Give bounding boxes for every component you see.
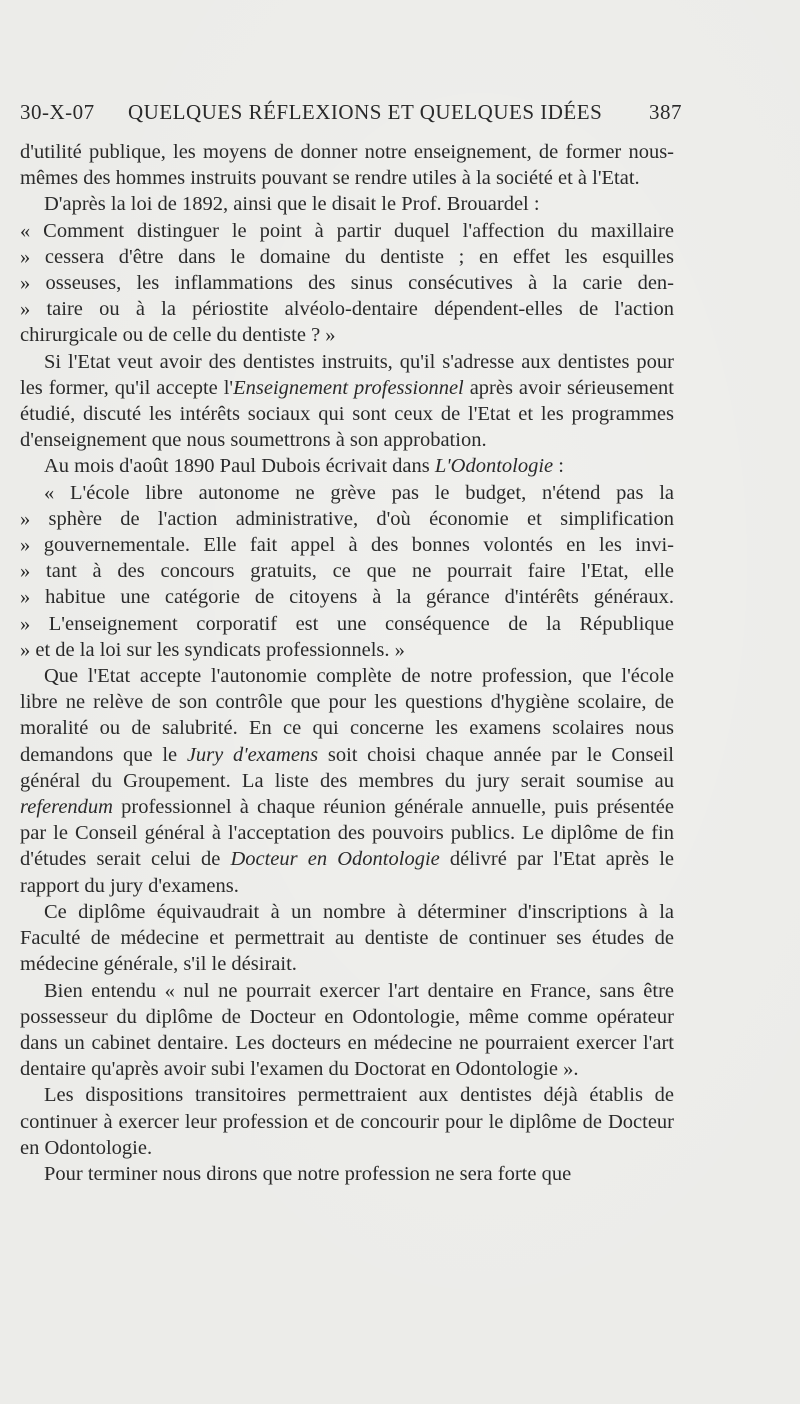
text-run: après avoir sérieusement étudié, discuté les intérêts sociaux qui sont ceux de l'Etat et les programmes d'enseignement que nous soumettrons à son approbation. bbox=[20, 376, 675, 452]
quote-line: » tant à des concours gratuits, ce que ne pourrait faire l'Etat, elle bbox=[20, 560, 674, 583]
italic-docteur-odontologie: Docteur en Odontologie bbox=[230, 848, 440, 871]
quote-line: » taire ou à la périostite alvéolo-dentaire dépendent-elles de l'action bbox=[20, 298, 674, 321]
text-run: : bbox=[553, 455, 564, 478]
text-run: soit choisi chaque année par le Conseil général du Groupement. La liste des membres du jury serait soumise au bbox=[20, 743, 674, 792]
paragraph-diplome: Ce diplôme équivaudrait à un nombre à déterminer d'inscriptions à la Faculté de médecine et permettrait au dentiste de continuer ses études de médecine générale, s'il le désirait. bbox=[20, 900, 674, 976]
italic-enseignement-professionnel: Enseignement professionnel bbox=[233, 376, 464, 399]
paragraph-dubois bbox=[20, 453, 674, 479]
quote-line: » L'enseignement corporatif est une conséquence de la République bbox=[20, 612, 674, 635]
quote-line: » gouvernementale. Elle fait appel à des bonnes volontés en les invi- bbox=[20, 534, 674, 557]
paragraph-brouardel-intro: D'après la loi de 1892, ainsi que le disait le Prof. Brouardel : bbox=[44, 193, 540, 216]
body-text bbox=[20, 139, 674, 1187]
quote-line: « Comment distinguer le point à partir duquel l'affection du maxillaire bbox=[20, 219, 674, 242]
header-date: 30-X-07 bbox=[20, 100, 95, 124]
italic-referendum: referendum bbox=[20, 796, 113, 819]
quote-line: » et de la loi sur les syndicats professionnels. » bbox=[20, 638, 405, 661]
text-run: Au mois d'août 1890 Paul Dubois écrivait dans bbox=[44, 455, 435, 478]
quote-brouardel bbox=[20, 218, 674, 349]
paragraph-autonomie bbox=[20, 663, 674, 899]
text-run: délivré par l'Etat après le rapport du jury d'examens. bbox=[20, 848, 674, 897]
paragraph-dispositions: Les dispositions transitoires permettraient aux dentistes déjà établis de continuer à exercer leur profession et de concourir pour le diplôme de Docteur en Odontologie. bbox=[20, 1084, 674, 1159]
text-run: Que l'Etat accepte l'autonomie complète de notre profession, que l'école libre ne relève de son contrôle que pour les questions d'hygiène scolaire, de moralité ou de salubrité. En ce qui concerne les examens scolaires nous demandons que le bbox=[20, 665, 674, 766]
quote-line: » cessera d'être dans le domaine du dentiste ; en effet les esquilles bbox=[20, 245, 674, 268]
quote-line: « L'école libre autonome ne grève pas le budget, n'étend pas la bbox=[44, 481, 674, 504]
paragraph-conclusion: Pour terminer nous dirons que notre profession ne sera forte que bbox=[44, 1162, 572, 1185]
text-run: Si l'Etat veut avoir des dentistes instruits, qu'il s'adresse aux dentistes pour les former, qu'il accepte l' bbox=[20, 350, 674, 399]
running-title: QUELQUES RÉFLEXIONS ET QUELQUES IDÉES bbox=[128, 100, 603, 124]
paragraph-continuation: d'utilité publique, les moyens de donner notre enseignement, de former nous-mêmes des hommes instruits pouvant se rendre utiles à la société et à l'Etat. bbox=[20, 141, 674, 190]
text-run: professionnel à chaque réunion générale annuelle, puis présentée par le Conseil général à l'acceptation des pouvoirs publics. Le diplôme de fin d'études serait celui de bbox=[20, 796, 674, 871]
paragraph-bien-entendu: Bien entendu « nul ne pourrait exercer l'art dentaire en France, sans être possesseur du diplôme de Docteur en Odontologie, même comme opérateur dans un cabinet dentaire. Les docteurs en médecine ne pourraient exercer l'art dentaire qu'après avoir subi l'examen du Doctorat en Odontologie ». bbox=[20, 979, 674, 1081]
quote-line: chirurgicale ou de celle du dentiste ? » bbox=[20, 324, 336, 347]
running-header bbox=[20, 100, 682, 130]
quote-line: » habitue une catégorie de citoyens à la gérance d'intérêts généraux. bbox=[20, 586, 674, 609]
paragraph-etat-dentistes bbox=[20, 349, 674, 454]
italic-jury-examens: Jury d'examens bbox=[186, 743, 319, 766]
page-number: 387 bbox=[649, 100, 682, 124]
italic-odontologie: L'Odontologie bbox=[434, 455, 554, 478]
quote-dubois bbox=[20, 480, 674, 663]
quote-line: » sphère de l'action administrative, d'où économie et simplification bbox=[20, 507, 674, 530]
quote-line: » osseuses, les inflammations des sinus consécutives à la carie den- bbox=[20, 272, 674, 295]
